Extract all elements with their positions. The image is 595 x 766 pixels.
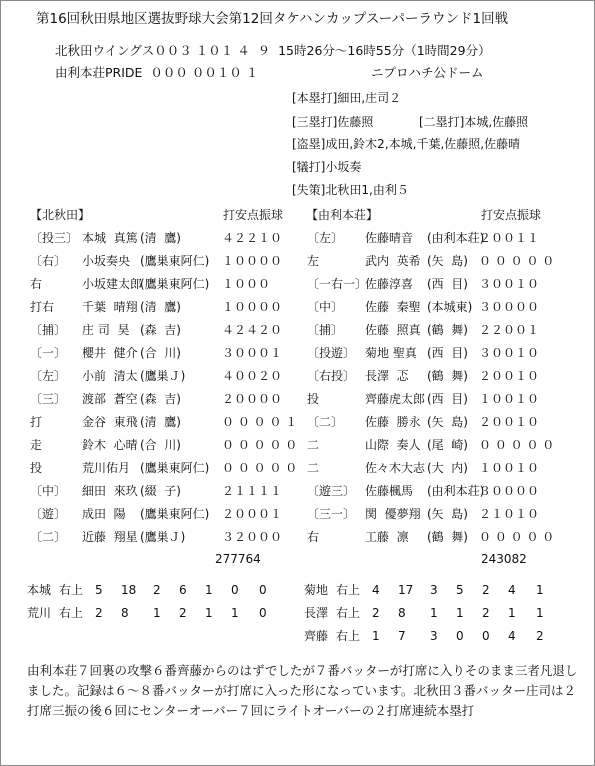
player-stats: １０００ — [222, 277, 271, 291]
event-sacrifice: [犠打]小坂奏 — [292, 160, 362, 174]
player-team: (西 目) — [427, 277, 468, 291]
player-name: 細田 來玖 — [82, 484, 138, 498]
player-team: (矢 島) — [427, 415, 468, 429]
player-position: 〔三〕 — [30, 392, 67, 406]
score-line-kitaakita: 北秋田ウイングス００３ １０１ ４ ９ 15時26分～16時55分（1時間29分） — [55, 43, 491, 58]
player-team: (矢 島) — [427, 254, 468, 268]
player-position: 〔遊三〕 — [307, 484, 356, 498]
player-position: 右 — [30, 277, 43, 291]
score-line-yurihonjo: 由利本荘PRIDE ０００ ００１０ １ — [55, 65, 259, 80]
left-team-totals: 277764 — [215, 552, 261, 566]
player-stats: ２２００１ — [479, 323, 540, 337]
player-team: (尾 崎) — [427, 438, 468, 452]
pitcher-stat: 4 — [508, 629, 516, 643]
player-stats: ２０００１ — [222, 507, 283, 521]
player-stats: ０ ０ ０ ０ １ — [222, 415, 298, 429]
player-team: (清 鷹) — [140, 231, 181, 245]
pitcher-style: 右上 — [336, 583, 361, 597]
player-team: (由利本荘) — [427, 484, 485, 498]
event-error: [失策]北秋田1,由利５ — [292, 183, 409, 197]
player-position: 二 — [307, 438, 320, 452]
player-name: 関 優夢翔 — [365, 507, 421, 521]
player-team: (鶴 舞) — [427, 323, 468, 337]
pitcher-style: 右上 — [59, 606, 84, 620]
right-team-stat-header: 打安点振球 — [481, 208, 542, 222]
pitcher-style: 右上 — [336, 629, 361, 643]
player-name: 小前 清太 — [82, 369, 138, 383]
player-name: 金谷 東飛 — [82, 415, 138, 429]
pitcher-name: 長澤 — [304, 606, 329, 620]
pitcher-stat: 1 — [508, 606, 516, 620]
player-position: 投 — [30, 461, 43, 475]
pitcher-stat: 5 — [456, 583, 464, 597]
pitcher-stat: 1 — [372, 629, 380, 643]
pitcher-stat: 2 — [153, 583, 161, 597]
player-position: 二 — [307, 461, 320, 475]
player-position: 〔投遊〕 — [307, 346, 356, 360]
player-position: 〔一右一〕 — [307, 277, 368, 291]
pitcher-stat: 1 — [456, 606, 464, 620]
player-stats: １００００ — [222, 254, 283, 268]
pitcher-stat: 6 — [179, 583, 187, 597]
player-name: 武内 英希 — [365, 254, 421, 268]
pitcher-name: 本城 — [27, 583, 52, 597]
pitcher-stat: 1 — [205, 583, 213, 597]
pitcher-style: 右上 — [59, 583, 84, 597]
right-team-totals: 243082 — [481, 552, 527, 566]
player-name: 庄 司 昊 — [82, 323, 130, 337]
player-stats: ３００１０ — [479, 277, 540, 291]
player-name: 佐藤楓馬 — [365, 484, 414, 498]
player-name: 鈴木 心晴 — [82, 438, 138, 452]
player-stats: ０ ０ ０ ０ ０ — [222, 438, 298, 452]
player-stats: １００１０ — [479, 392, 540, 406]
player-stats: ３２０００ — [222, 530, 283, 544]
event-homerun: [本塁打]細田,庄司２ — [292, 91, 402, 105]
pitcher-stat: 5 — [95, 583, 103, 597]
pitcher-stat: 1 — [205, 606, 213, 620]
player-position: 〔中〕 — [30, 484, 67, 498]
player-name: 本城 真篤 — [82, 231, 138, 245]
game-note: 由利本荘７回裏の攻撃６番齊藤からのはずでしたが７番バッターが打席に入りそのまま三者凡退しました。記録は６～８番バッターが打席に入った形になっています。北秋田３番バッター庄司は２打席三振の後６回にセンターオーバー７回にライトオーバーの２打席連続本塁打 — [27, 663, 578, 718]
event-triple: [三塁打]佐藤照 — [292, 115, 374, 129]
player-team: (清 鷹) — [140, 300, 181, 314]
pitcher-stat: 8 — [398, 606, 406, 620]
player-position: 〔三一〕 — [307, 507, 356, 521]
player-team: (西 目) — [427, 392, 468, 406]
player-name: 工藤 凛 — [365, 530, 409, 544]
pitcher-style: 右上 — [336, 606, 361, 620]
player-position: 〔捕〕 — [30, 323, 67, 337]
pitcher-stat: 0 — [231, 583, 239, 597]
player-stats: １００１０ — [479, 461, 540, 475]
right-team-name: 【由利本荘】 — [306, 208, 379, 222]
player-name: 長澤 忑 — [365, 369, 409, 383]
pitcher-stat: 17 — [398, 583, 414, 597]
player-name: 成田 陽 — [82, 507, 126, 521]
pitcher-stat: 8 — [121, 606, 129, 620]
player-team: (鶴 舞) — [427, 369, 468, 383]
pitcher-stat: 3 — [430, 583, 438, 597]
player-position: 〔捕〕 — [307, 323, 344, 337]
player-position: 打右 — [30, 300, 55, 314]
player-team: (鶴 舞) — [427, 530, 468, 544]
pitcher-name: 菊地 — [304, 583, 329, 597]
player-position: 〔遊〕 — [30, 507, 67, 521]
player-name: 佐藤 勝永 — [365, 415, 421, 429]
venue: ニプロハチ公ドーム — [371, 65, 484, 80]
player-stats: ０ ０ ０ ０ ０ — [479, 438, 555, 452]
player-stats: ３００１０ — [479, 346, 540, 360]
player-stats: ３００００ — [479, 300, 540, 314]
player-name: 佐々木大志 — [365, 461, 426, 475]
player-team: (綴 子) — [140, 484, 181, 498]
left-team-stat-header: 打安点振球 — [223, 208, 284, 222]
event-stolen-base: [盗塁]成田,鈴木2,本城,千葉,佐藤照,佐藤晴 — [292, 137, 521, 151]
pitcher-name: 荒川 — [27, 606, 52, 620]
player-team: (鷹巣Ｊ) — [140, 530, 186, 544]
pitcher-stat: 2 — [372, 606, 380, 620]
player-stats: ２１１１１ — [222, 484, 283, 498]
pitcher-stat: 2 — [482, 606, 490, 620]
player-position: 〔左〕 — [307, 231, 344, 245]
pitcher-stat: 2 — [536, 629, 544, 643]
player-position: 打 — [30, 415, 43, 429]
pitcher-stat: 4 — [508, 583, 516, 597]
left-team-name: 【北秋田】 — [30, 208, 91, 222]
player-position: 〔一〕 — [30, 346, 67, 360]
player-position: 〔左〕 — [30, 369, 67, 383]
player-position: 〔二〕 — [307, 415, 344, 429]
player-team: (清 鷹) — [140, 415, 181, 429]
player-team: (鷹巣Ｊ) — [140, 369, 186, 383]
player-team: (矢 島) — [427, 507, 468, 521]
player-stats: ２１０１０ — [479, 507, 540, 521]
player-name: 山際 奏人 — [365, 438, 421, 452]
player-stats: ０ ０ ０ ０ ０ — [479, 530, 555, 544]
player-position: 左 — [307, 254, 320, 268]
player-name: 佐藤 照真 — [365, 323, 421, 337]
pitcher-stat: 0 — [456, 629, 464, 643]
player-team: (合 川) — [140, 438, 181, 452]
player-stats: １００００ — [222, 300, 283, 314]
player-position: 投 — [307, 392, 320, 406]
player-position: 〔中〕 — [307, 300, 344, 314]
player-name: 近藤 翔星 — [82, 530, 138, 544]
pitcher-stat: 1 — [153, 606, 161, 620]
player-team: (大 内) — [427, 461, 468, 475]
pitcher-stat: 1 — [536, 606, 544, 620]
player-stats: ０ ０ ０ ０ ０ — [222, 461, 298, 475]
event-double: [二塁打]本城,佐藤照 — [419, 115, 529, 129]
player-position: 走 — [30, 438, 43, 452]
player-stats: ３００００ — [479, 484, 540, 498]
player-stats: ２００１０ — [479, 369, 540, 383]
player-stats: ４２４２０ — [222, 323, 283, 337]
player-name: 渡部 蒼空 — [82, 392, 138, 406]
player-position: 〔二〕 — [30, 530, 67, 544]
pitcher-stat: 1 — [536, 583, 544, 597]
player-team: (本城東) — [427, 300, 473, 314]
pitcher-stat: 0 — [259, 583, 267, 597]
player-name: 小坂奏央 — [82, 254, 131, 268]
player-name: 齊藤虎太郎 — [365, 392, 426, 406]
player-stats: ２００１１ — [479, 231, 540, 245]
pitcher-stat: 18 — [121, 583, 137, 597]
pitcher-stat: 2 — [482, 583, 490, 597]
player-position: 〔右〕 — [30, 254, 67, 268]
player-team: (鷹巣東阿仁) — [140, 277, 210, 291]
player-stats: ２００１０ — [479, 415, 540, 429]
pitcher-stat: 4 — [372, 583, 380, 597]
pitcher-stat: 2 — [95, 606, 103, 620]
player-stats: ２００００ — [222, 392, 283, 406]
player-team: (鷹巣東阿仁) — [140, 461, 210, 475]
pitcher-stat: 7 — [398, 629, 406, 643]
pitcher-stat: 2 — [179, 606, 187, 620]
player-team: (森 吉) — [140, 323, 181, 337]
pitcher-stat: 3 — [430, 629, 438, 643]
game-title: 第16回秋田県地区選抜野球大会第12回タケハンカップスーパーラウンド1回戦 — [36, 11, 509, 27]
pitcher-stat: 0 — [482, 629, 490, 643]
player-position: 右 — [307, 530, 320, 544]
player-name: 荒川佑月 — [82, 461, 131, 475]
pitcher-stat: 0 — [259, 606, 267, 620]
player-team: (鷹巣東阿仁) — [140, 254, 210, 268]
player-stats: ４２２１０ — [222, 231, 283, 245]
player-team: (鷹巣東阿仁) — [140, 507, 210, 521]
player-stats: ４００２０ — [222, 369, 283, 383]
player-name: 菊地 聖真 — [365, 346, 417, 360]
pitcher-stat: 1 — [231, 606, 239, 620]
player-team: (森 吉) — [140, 392, 181, 406]
player-name: 佐藤淳喜 — [365, 277, 414, 291]
player-stats: ３０００１ — [222, 346, 283, 360]
player-stats: ０ ０ ０ ０ ０ — [479, 254, 555, 268]
player-team: (西 目) — [427, 346, 468, 360]
player-name: 千葉 晴翔 — [82, 300, 138, 314]
pitcher-stat: 1 — [430, 606, 438, 620]
player-position: 〔右投〕 — [307, 369, 356, 383]
player-name: 佐藤晴音 — [365, 231, 414, 245]
pitcher-name: 齊藤 — [304, 629, 329, 643]
player-team: (由利本荘) — [427, 231, 485, 245]
player-position: 〔投三〕 — [30, 231, 79, 245]
player-name: 小坂建太郎 — [82, 277, 143, 291]
player-name: 櫻井 健介 — [82, 346, 138, 360]
player-team: (合 川) — [140, 346, 181, 360]
player-name: 佐藤 秦聖 — [365, 300, 421, 314]
